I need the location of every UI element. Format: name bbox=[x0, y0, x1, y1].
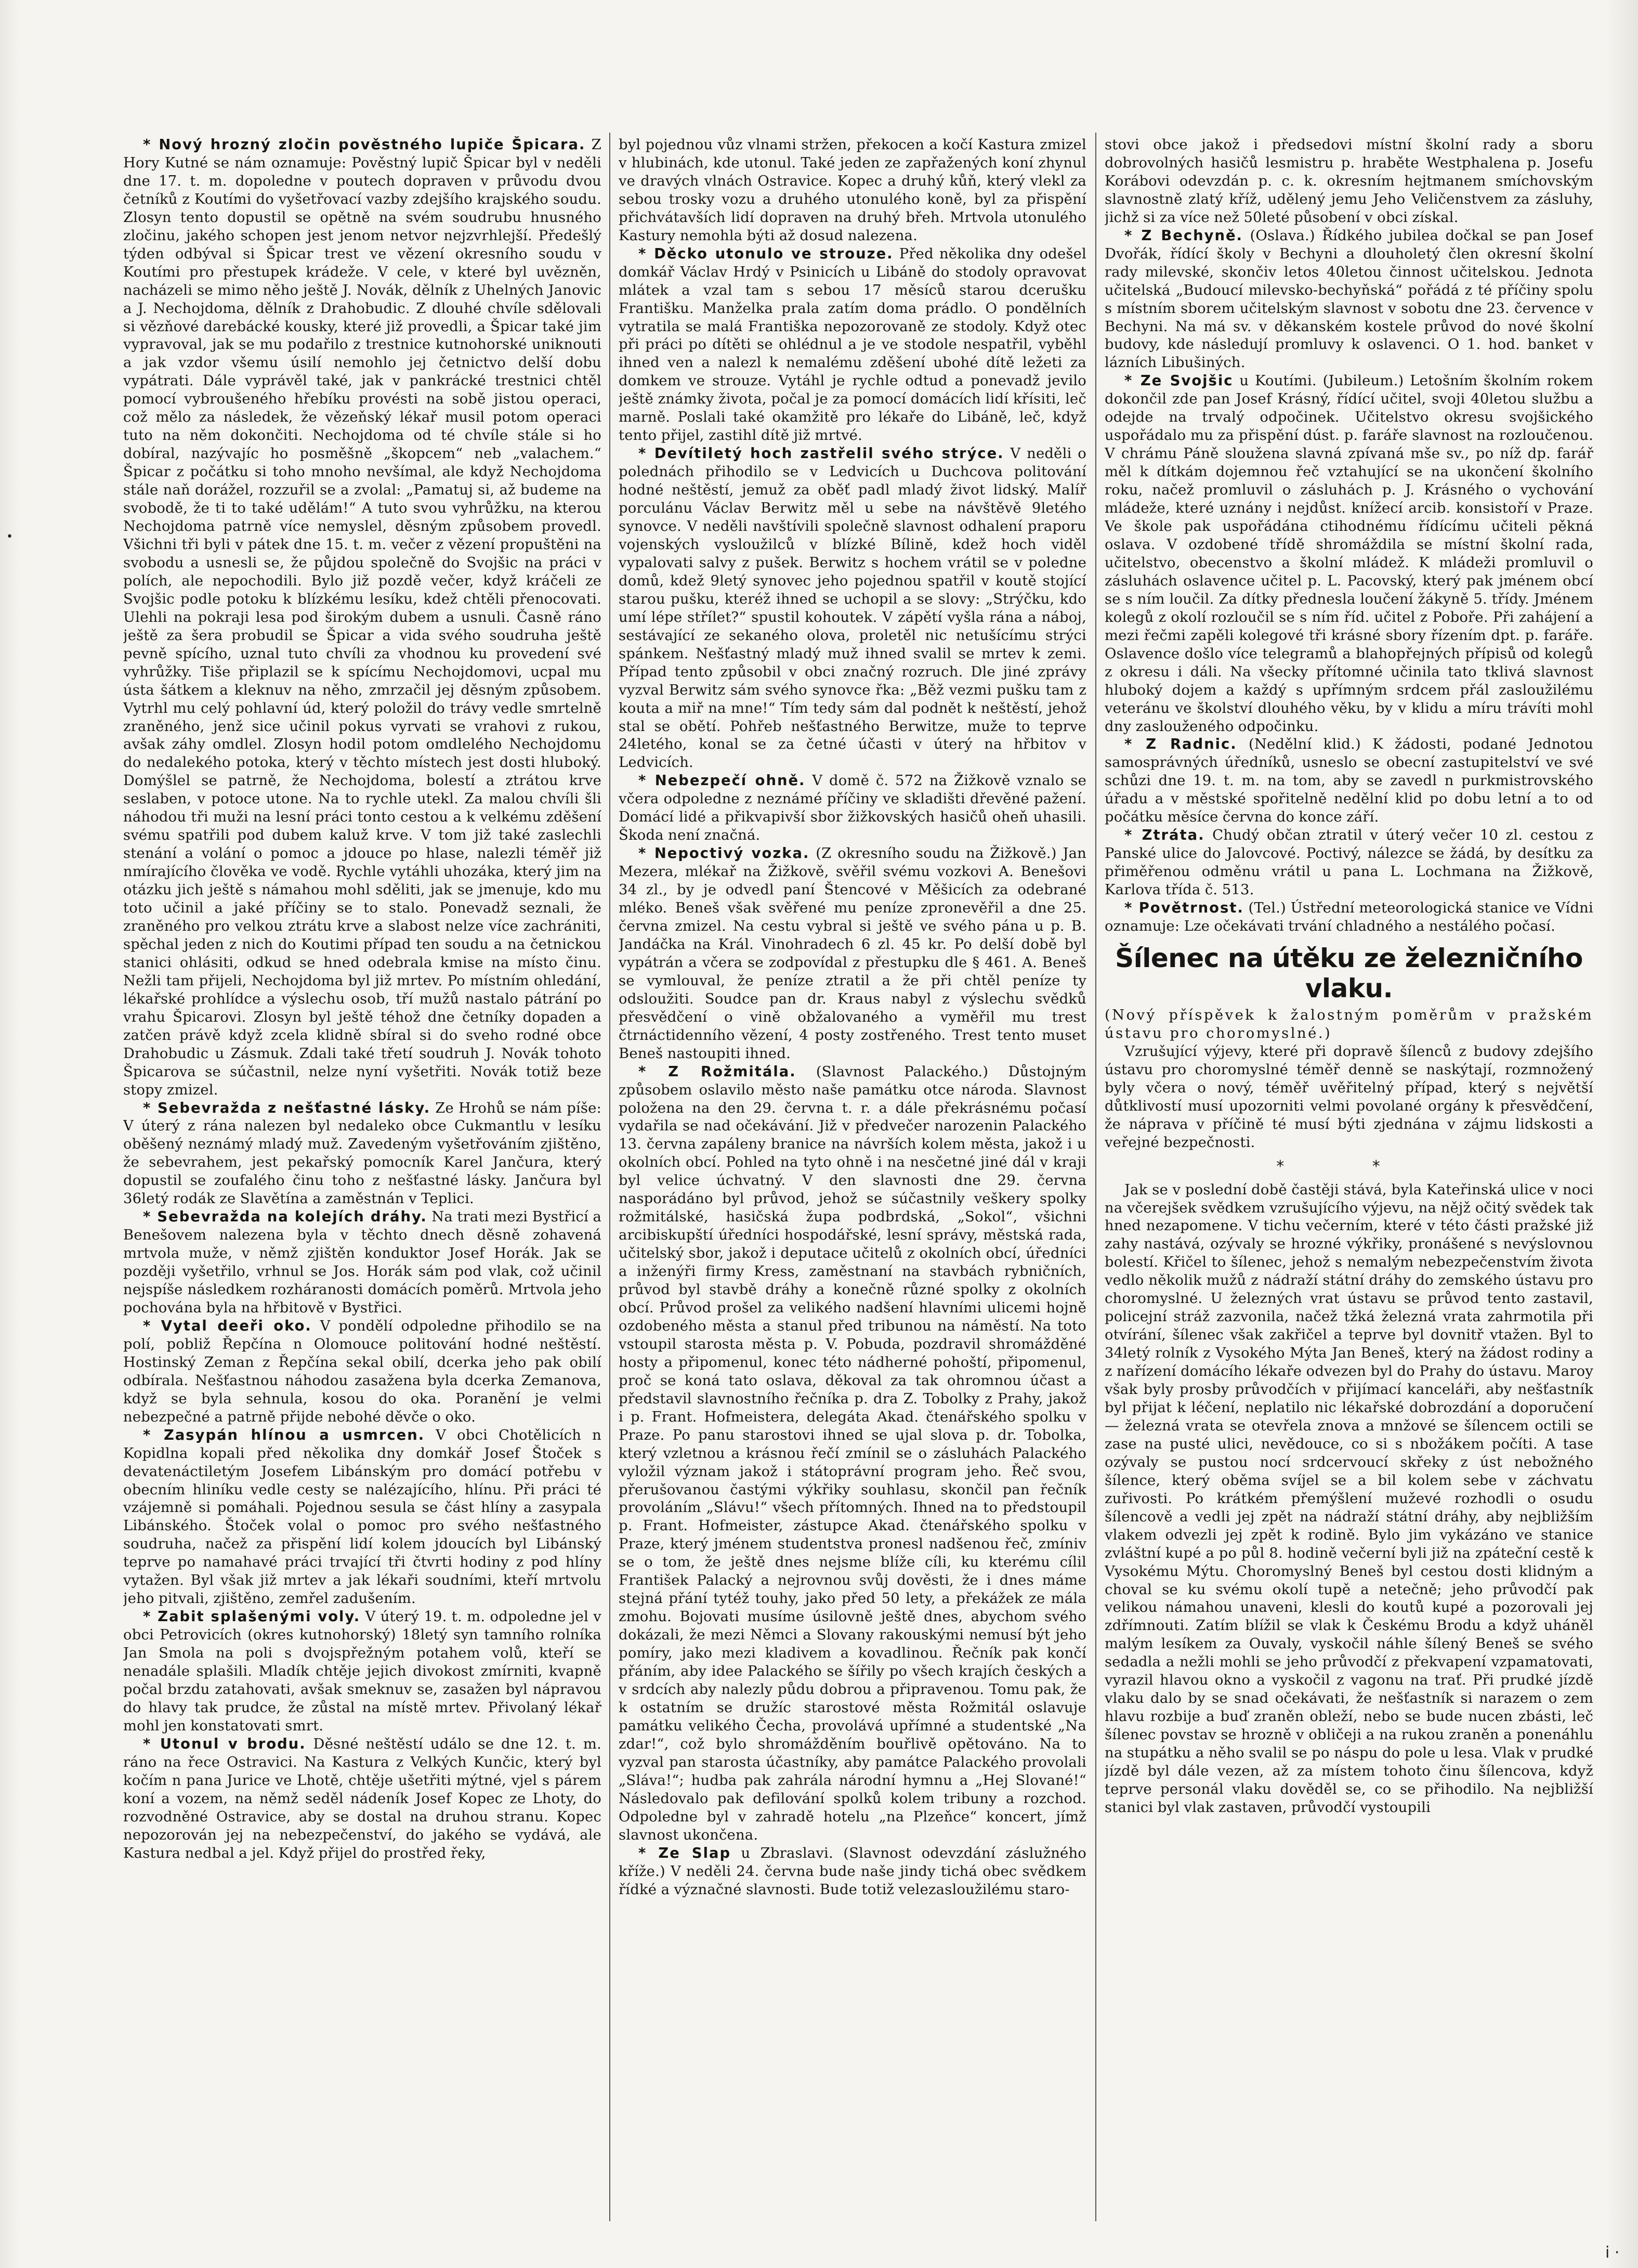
article bbox=[1105, 736, 1593, 827]
margin-mark: i · bbox=[1605, 2244, 1620, 2262]
feature-separator: * * bbox=[1276, 1157, 1422, 1176]
article-headline: * Z Bechyně. bbox=[1124, 227, 1243, 244]
article bbox=[619, 1845, 1086, 1899]
article-headline: * Zasypán hlínou a usmrcen. bbox=[143, 1427, 425, 1443]
feature-body: Jak se v poslední době častěji stává, byla Kateřinská ulice v noci na včerejšek svědkem vzrušujícího výjevu, na nějž očitý svědek tak hned nezapomene. V tichu večerním, které v této části pražské již zahy nastává, ozývaly se hrozné výkřiky, pronášené s nevýslovnou bolestí. Křičel to šílenec, jehož s nemalým nebezpečenstvím života vedlo několik mužů z nádraží státní dráhy do zemského ústavu pro choromyslné. U železných vrat ústavu se průvod tento zastavil, policejní stráž zazvonila, načež tžká železná vrata zahrmotila při otvírání, šílenec však zakřičel a teprve byl dovnitř vtažen. Byl to 34letý rolník z Vysokého Mýta Jan Beneš, který na žádost rodiny a z nařízení domácího lékaře odvezen byl do Prahy do ústavu. Maroy však byly prosby průvodčích v přijímací kanceláři, aby nešťastník byl přijat k léčení, neplatilo nic lékařské dobrozdání a doporučení — železná vrata se otevřela znova a mnžové se šílencem octili se zase na pusté ulici, nevědouce, co si s nbožákem počíti. A tase ozývaly se pustou nocí srdcervoucí skřeky z úst nebožného šílence, který oběma svíjel se a bil kolem sebe v záchvatu zuřivosti. Po krátkém přemýšlení muževé rozhodli o osudu šílencově a vedli jej zpět na nádraží státní dráhy, aby nejbližším vlakem odvezli jej zpět k rodině. Bylo jim vykázáno ve stanice zvláštní kupé a po půl 8. hodině večerní byli již na zpáteční cestě k Vysokému Mýtu. Choromyslný Beneš byl cestou dosti klidným a choval se ku svému okolí tupě a netečně; jeho průvodčí pak velikou námahou unaveni, klesli do koutů kupé a pozorovali jej zdřímnouti. Zatím blížil se vlak k Českému Brodu a když uháněl malým lesíkem za Ouvaly, vyskočil náhle šílený Beneš se svého sedadla a nežli mohli se jeho průvodčí z překvapení vzpamatovati, vyrazil hlavou okno a vyskočil z vagonu na trať. Při prudké jízdě vlaku dalo by se snad očekávati, že nešťastník si narazem o zem hlavu rozbije a buď zraněn obleží, nebo se bude nucen zbásti, leč šílenec povstav se hrozně v obličeji a na rukou zraněn a ponenáhlu na stupátku a něho svalil se po náspu do pole u lesa. Vlak v prudké jízdě byl dále vezen, až za místem tohoto činu šílencova, když teprve personál vlaku dověděl se, co se přihodilo. Na nejbližší stanici byl vlak zastaven, průvodčí vystoupili bbox=[1105, 1181, 1593, 1816]
article-headline: * Ztráta. bbox=[1124, 827, 1205, 844]
article-headline: * Utonul v brodu. bbox=[143, 1736, 306, 1752]
feature-lead: Vzrušující výjevy, které při dopravě šílenců z budovy zdejšího ústavu pro choromyslné téměř denně se naskýtají, rozmnožený byly včera o nový, téměř uvěřitelný případ, který s největší důtklivostí musí upozorniti velmi povolané orgány k přesvědčení, že náprava v příčině té musí býti zjednána v zájmu lidskosti a veřejné bezpečnosti. bbox=[1105, 1043, 1593, 1151]
article-body: Děsné neštěstí událo se dne 12. t. m. ráno na řece Ostravici. Na Kastura z Velkých Kunčic, který byl kočím n pana Jurice ve Lhotě, chtěje ušetřiti mýtné, vjel s párem koní a vozem, na němž seděl nádeník Josef Kopec ze Lhoty, do rozvodněné Ostravice, aby se dostal na druhou stranu. Kopec nepozorován jej na nebezpečenství, do jakého se vydává, ale Kastura nedbal a jel. Když přijel do prostřed řeky, bbox=[123, 1736, 601, 1861]
article bbox=[619, 136, 1086, 245]
article bbox=[1105, 227, 1593, 373]
article-body: V domě č. 572 na Žižkově vznalo se včera odpoledne z neznámé příčiny ve skladišti dřevěné pažení. Domácí lidé a přikvapivší sbor žižkovských hasičů oheň uhasili. Škoda není značná. bbox=[619, 773, 1086, 844]
article-body: (Tel.) Ústřední meteorologická stanice ve Vídni oznamuje: Lze očekávati trvání chladného a nestálého počasí. bbox=[1105, 900, 1593, 934]
article bbox=[123, 1318, 601, 1427]
article-headline: * Z Radnic. bbox=[1124, 736, 1237, 753]
column-3-articles bbox=[1105, 136, 1593, 936]
article-body: (Oslava.) Řídkého jubilea dočkal se pan Josef Dvořák, řídící školy v Bechyni a dlouholetý člen okresní školní rady milevské, skončiv letos 40letou činnost učitelskou. Jednota učitelská „Budoucí milevsko-bechyňská“ pořádá z té příčiny spolu s místním sborem učitelským slavnost v sobotu dne 23. července v Bechyni. Na má sv. v děkanském kostele průvod do nové školní budovy, kde následují promluvy k oslavenci. O 1. hod. banket v lázních Libušiných. bbox=[1105, 227, 1593, 371]
article bbox=[619, 245, 1086, 445]
article-headline: * Ze Svojšic bbox=[1124, 373, 1234, 389]
article-headline: * Sebevražda na kolejích dráhy. bbox=[143, 1209, 427, 1226]
article bbox=[123, 1100, 601, 1209]
article bbox=[123, 1736, 601, 1863]
column-3 bbox=[1105, 136, 1593, 2219]
article-headline: * Devítiletý hoch zastřelil svého strýce. bbox=[638, 446, 1004, 462]
article-body: stovi obce jakož i předsedovi místní školní rady a sboru dobrovolných hasičů lesmistru p. hraběte Westphalena p. Josefu Korábovi odevzdán p. c. k. okresním hejtmanem smíchovským slavnostně zlatý kříž, udělený jemu Jeho Veličenstvem za zásluhy, jichž si za více než 50leté působení v obci získal. bbox=[1105, 137, 1593, 226]
article bbox=[1105, 900, 1593, 936]
article-headline: * Povětrnost. bbox=[1124, 900, 1244, 917]
article-headline: * Nepoctivý vozka. bbox=[638, 845, 810, 862]
article bbox=[619, 772, 1086, 845]
article-body: V úterý 19. t. m. odpoledne jel v obci Petrovicích (okres kutnohorský) 18letý syn tamního rolníka Jan Smola na poli s dvojspřežným potahem volů, kteří se nenadále splašili. Mladík chtěje jejich divokost zmírniti, kvapně počal brzdu zatahovati, avšak smeknuv se, zasažen byl nápravou do hlavy tak prudce, že zůstal na místě mrtev. Přivolaný lékař mohl jen konstatovati smrt. bbox=[123, 1609, 601, 1734]
article-headline: * Nebezpečí ohně. bbox=[638, 773, 806, 789]
article bbox=[619, 845, 1086, 1063]
article-headline: * Sebevražda z nešťastné lásky. bbox=[143, 1100, 431, 1116]
article-body: u Koutími. (Jubileum.) Letošním školním rokem dokončil zde pan Josef Krásný, řídící učitel, svoji 40letou službu a odejde na trvalý odpočinek. Učitelstvo okresu svojšického uspořádalo mu za přispění dúst. p. faráře slavnost na rozloučenou. V chrámu Páně sloužena slavná zpívaná mše sv., po níž dp. farář měl k dítkám dojemnou řeč vztahující se na ukončení školního roku, načež promluvil o zásluhách p. J. Krásného o vychování mládeže, které uznány i nejdůst. knížecí arcib. konsistoří v Praze. Ve škole pak uspořádána ctihodnému řídícímu učiteli pěkná oslava. V ozdobené třídě shromáždila se místní školní rada, učitelstvo, obecenstvo a školní mládež. K mládeži promluvil o zásluhách oslavence učitel p. L. Pacovský, který pak jménem obcí se s ním loučil. Za dítky přednesla loučení žákyně 5. třídy. Jménem kolegů z okolí rozloučil se s ním říd. učitel z Poboře. Při zahájení a mezi řečmi zapěli kolegové tři krásné sbory řízením dpt. p. faráře. Oslavence došlo více telegramů a blahopřejných přípisů od kolegů z okresu i dáli. Na všecky přítomné učinila tato tklivá slavnost hluboký dojem a každý s upřímným srdcem přál zasloužilému veteránu ve školství dlouhého věku, by v klidu a míru trávíti mohl dny zaslouženého odpočinku. bbox=[1105, 373, 1593, 735]
article-body: Chudý občan ztratil v úterý večer 10 zl. cestou z Panské ulice do Jalovcové. Poctivý, nálezce se žádá, by desítku za přiměřenou odměnu vrátil u pana L. Lochmana na Žižkově, Karlova třída č. 513. bbox=[1105, 827, 1593, 898]
article-headline: * Ze Slap bbox=[638, 1845, 731, 1861]
column-1 bbox=[123, 136, 601, 2219]
column-rule-2 bbox=[1095, 133, 1096, 2221]
article-body: V neděli o polednách přihodilo se v Ledvicích u Duchcova politování hodné neštěstí, jemuž za oběť padl mladý život lidský. Malíř porculánu Václav Berwitz měl u sebe na návštěvě 9letého synovce. V neděli navštívili společně slavnost odhalení praporu vojenských vysloužilců v blízké Bílině, kdež hoch viděl vypalovati salvy z pušek. Berwitz s hochem vrátil se v poledne domů, kdež 9letý synovec jeho pojednou spatřil v koutě stojící starou pušku, kteréž ihned se uchopil a se slovy: „Strýčku, kdo umí lépe střílet?“ spustil kohoutek. V zápětí vyšla rána a náboj, sestávající ze sekaného olova, proletěl nic netušícímu strýci spánkem. Nešťastný mladý muž ihned svalil se mrtev k zemi. Případ tento způsobil v obci značný rozruch. Dle jiné zprávy vyzval Berwitz sám svého synovce řka: „Běž vezmi pušku tam z kouta a miř na mne!“ Tím tedy sám dal podnět k neštěstí, jehož stal se obětí. Pohřeb nešťastného Berwitze, muže to teprve 24letého, konal se za četné účasti v úterý na hřbitov v Ledvicích. bbox=[619, 446, 1086, 771]
article-body: V pondělí odpoledne přihodilo se na polí, pobliž Řepčína n Olomouce politování hodné neštěstí. Hostinský Zeman z Řepčína sekal obilí, dcerka jeho pak obilí odbírala. Nešťastnou náhodou zasažena byla dcerka Zemanova, když se byla sehnula, kosou do oka. Poranění je velmi nebezpečné a patrně přijde nebohé děvče o oko. bbox=[123, 1318, 601, 1425]
article-headline: * Vytal deeři oko. bbox=[143, 1318, 312, 1334]
article bbox=[619, 445, 1086, 772]
margin-dot: • bbox=[6, 530, 13, 543]
article-headline: * Děcko utonulo ve strouze. bbox=[638, 245, 894, 262]
article-body: (Z okresního soudu na Žižkově.) Jan Mezera, mlékař na Žižkově, svěřil svému vozkovi A. Benešovi 34 zl., by je odvedl paní Štencové v Měšicích za odebrané mléko. Beneš však svěřené mu peníze zpronevěřil a dne 25. června zmizel. Na cestu vybral si ještě ve svého pána u p. B. Jandáčka na Král. Vinohradech 6 zl. 45 kr. Po delší době byl vypátrán a včera se zodpovídal z přestupku dle § 461. A. Beneš se vymlouval, že peníze ztratil a že při chtěl peníze ty odsloužiti. Soudce pan dr. Kraus nabyl z výslechu svědků přesvědčení o vině obžalovaného a vyměřil mu trest čtrnáctidenního vězení, 4 posty zostřeného. Trest tento muset Beneš nastoupiti ihned. bbox=[619, 845, 1086, 1062]
column-2 bbox=[619, 136, 1086, 2219]
article-headline: * Zabit splašenými voly. bbox=[143, 1609, 361, 1625]
article-body: Na trati mezi Bystřicí a Benešovem nalezena byla v těchto dnech děsně zohavená mrtvola muže, v němž zjištěn konduktor Josef Horák. Jak se později vyšetřilo, vrhnul se Jos. Horák sám pod vlak, což učinil nejspíše následkem rozháranosti domácích poměrů. Mrtvola jeho pochována byla na hřbitově v Bystřici. bbox=[123, 1209, 601, 1316]
article bbox=[123, 1208, 601, 1318]
feature-title: Šílenec na útěku ze železničního vlaku. bbox=[1115, 943, 1583, 1003]
article-body: Ze Hrohů se nám píše: V úterý z rána nalezen byl nedaleko obce Cukmantlu v lesíku oběšený neznámý mladý muž. Zavedeným vyšetřováním zjištěno, že sebevrahem, jest pekařský pomocník Karel Jančura, který dopustil se zoufalého činu toho z nešťastné lásky. Jančura byl 36letý rodák ze Slavětína a zaměstnán v Teplici. bbox=[123, 1100, 601, 1207]
article-headline: * Nový hrozný zločin pověstného lupiče Špicara. bbox=[143, 137, 586, 153]
article-body: (Nedělní klid.) K žádosti, podané Jednotou samosprávných úředníků, usneslo se obecní zastupitelství ve své schůzi dne 19. t. m. na tom, aby se zavedl n purkmistrovského úřadu a v městské spořitelně nedělní klid po dobu letní a to od počátku měsíce června do konce září. bbox=[1105, 736, 1593, 826]
article-body: u Zbraslavi. (Slavnost odevzdání záslužného kříže.) V neděli 24. června bude naše jindy tichá obec svědkem řídké a význačné slavnosti. Bude totiž velezasloužilému staro- bbox=[619, 1845, 1086, 1898]
article-body: Z Hory Kutné se nám oznamuje: Pověstný lupič Špicar byl v neděli dne 17. t. m. dopoledne v poutech dopraven v průvodu dvou četníků z Koutími do vyšetřovací vazby zdejšího krajského soudu. Zlosyn tento dopustil se opětně na svém soudrubu hnusného zločinu, jakého schopen jest jenom netvor nejzvrhlejší. Předešlý týden odbýval si Špicar trest ve vězení okresního soudu v Koutími pro přestupek krádeže. V cele, v které byl uvězněn, nacházeli se mimo něho ještě J. Novák, dělník z Uhelných Janovic a J. Nechojdoma, dělník z Drahobudic. Z dlouhé chvíle sdělovali si vězňové darebácké kousky, které již provedli, a Špicar také jim vypravoval, jak se mu podařilo z trestnice kutnohorské uniknouti a jak vzdor všemu úsilí nemohlo jej četnictvo delší dobu vypátrati. Dále vyprávěl také, jak v pankrácké trestnici chtěl pomocí vybroušeného hřebíku provésti na sobě jistou operaci, což mělo za následek, že vězeňský lékař musil potom operaci tuto na něm dokončiti. Nechojdoma od té chvíle stále si ho dobíral, nazývajíc ho posměšně „škopcem“ neb „valachem.“ Špicar z počátku si toho mnoho nevšímal, ale když Nechojdoma stále naň dorážel, rozzuřil se a zvolal: „Pamatuj si, až budeme na svobodě, že ti to také udělám!“ A tuto svou vyhrůžku, na kterou Nechojdoma patrně více nemyslel, děsným způsobem provedl. Všichni tři byli v pátek dne 15. t. m. večer z vězení propuštěni na svobodu a usnesli se, že půjdou společně do Svojšic na práci v polích, ale nepochodili. Bylo již pozdě večer, když kráčeli ze Svojšic podle potoku k blízkému lesíku, kdež chtěli přenocovati. Ulehli na pokraji lesa pod širokým dubem a usnuli. Časně ráno ještě za šera probudil se Špicar a vida svého soudruha ještě pevně spícího, uznal tuto chvíli za vhodnou ku provedení své vyhrůžky. Tiše připlazil se k spícímu Nechojdomovi, ucpal mu ústa šátkem a kleknuv na něho, zmrzačil jej děsným způsobem. Vytrhl mu celý pohlavní úd, který položil do trávy vedle smrtelně zraněného, jenž sice učinil pokus vyrvati se vrahovi z rukou, avšak záhy omdlel. Zlosyn hodil potom omdlelého Nechojdomu do nedalekého potoka, který v těchto místech jest dosti hluboký. Domýšlel se patrně, že Nechojdoma, bolestí a ztrátou krve seslaben, v potoce utone. Na to rychle utekl. Za malou chvíli šli náhodou tři muži na lesní práci tonto cestou a k velkému zděšení svému spatřili pod dubem kaluž krve. V tom již také zaslechli stenání a volání o pomoc a jdouce po hlase, nalezli téměř již nmírajícího člověka ve vodě. Rychle vytáhli uhozáka, který jim na otázku jich ještě s námahou mohl sděliti, jak se jmenuje, kdo mu toto učinil a jaké příčiny se to stalo. Ponevadž seznali, že zraněného pro velkou ztrátu krve a slabost nelze více zachrániti, spěchal jeden z nich do Koutimi případ ten soudu a na četnickou stanici ohlásiti, odkud se hned odebrala kmise na místo činu. Nežli tam přijeli, Nechojdoma byl již mrtev. Po místním ohledání, lékařské prohlídce a výslechu osob, tří mužů nastalo pátrání po vrahu Špicarovi. Zlosyn byl ještě téhož dne četníky dopaden a zatčen právě když zcela klidně sbíral si do sveho rodné obce Drahobudic u Zásmuk. Zdali také třetí soudruh J. Novák tohoto Špicarova se súčastnil, nelze nyní vyšetřiti. Novák totiž beze stopy zmizel. bbox=[123, 137, 601, 1098]
article-body: byl pojednou vůz vlnami stržen, překocen a kočí Kastura zmizel v hlubinách, kde utonul. Také jeden ze zapřažených koní zhynul ve dravých vlnách Ostravice. Kopec a druhý kůň, který vlekl za sebou trosky vozu a druhého utonulého koně, byl za přispění přichvátavších lidí dopraven na druhý břeh. Mrtvola utonulého Kastury nemohla býti až dosud nalezena. bbox=[619, 137, 1086, 244]
article bbox=[123, 1427, 601, 1609]
article-body: V obci Chotělicích n Kopidlna kopali před několika dny domkář Josef Štoček s devatenáctiletým Josefem Libánským pro domácí potřebu v obecním hliníku vedle cesty se nalézajícího, hlínu. Při práci té vzájemně si pomáhali. Pojednou sesula se část hlíny a zasypala Libánského. Štoček volal o pomoc pro svého nešťastného soudruha, načež za přispění lidí kolem jdoucích byl Libánský teprve po namahavé práci trvající tři čtvrti hodiny z pod hlíny vytažen. Byl však již mrtev a jak lékaři soudními, kteří mrtvolu jeho pitvali, zjištěno, zemřel zadušením. bbox=[123, 1427, 601, 1607]
article bbox=[123, 136, 601, 1100]
article bbox=[123, 1608, 601, 1736]
article-body: Před několika dny odešel domkář Václav Hrdý v Psinicích u Libáně do stodoly opravovat mlátek a vzal tam s sebou 17 měsíců starou dcerušku Františku. Manželka prala zatím doma prádlo. O pondělních vytratila se malá Františka nepozorovaně ze stodoly. Když otec při práci po dítěti se ohlédnul a je ve stodole nespatřil, vyběhl ihned ven a nalezl k nemalému zděšení ubohé dítě ležeti za domkem ve strouze. Vytáhl je rychle odtud a ponevadž jevilo ještě známky života, počal je za pomocí domácích lidí křísiti, leč marně. Poslali také okamžitě pro lékaře do Libáně, leč, když tento přijel, zastihl dítě již mrtvé. bbox=[619, 245, 1086, 444]
feature-subtitle: (Nový příspěvek k žalostným poměrům v pražském ústavu pro choromyslné.) bbox=[1105, 1007, 1593, 1041]
article-headline: * Z Rožmitála. bbox=[638, 1063, 796, 1080]
article bbox=[1105, 372, 1593, 736]
article bbox=[1105, 136, 1593, 227]
column-rule-1 bbox=[609, 133, 610, 2221]
article bbox=[1105, 827, 1593, 900]
article bbox=[619, 1063, 1086, 1845]
article-body: (Slavnost Palackého.) Důstojným způsobem oslavilo město naše památku otce národa. Slavnost položena na den 29. června t. r. a dále překrásnému počasí vydařila se nad očekávání. Již v předvečer narozenin Palackého 13. června zapáleny branice na návrších kolem města, jakož i u okolních obcí. Pohled na tyto ohně i na nesčetné jiné dál v kraji byl velice úchvatný. V den slavnosti dne 29. června nasporádáno byl průvod, jehož se súčastnily veškery spolky rožmitálské, hasičská župa podbrdská, „Sokol“, všichni arcibiskupští úředníci hospodářské, lesní správy, městská rada, učitelský sbor, jakož i deputace učitelů z okolních obcí, úředníci a inženýři firmy Kress, zaměstnaní na stavbách rybničních, průvod byl stavbě dráhy a konečně různé spolky z okolních obcí. Průvod prošel za velikého nadšení hlavními ulicemi hojně ozdobeného města a stanul před tribunou na náměstí. Na toto vstoupil starosta města p. V. Pobuda, pozdravil shromážděné hosty a připomenul, konec této nádherné pohoští, připomenul, proč se koná tato oslava, děkoval za tak ohromnou účast a představil slavnostního řečníka p. dra Z. Tobolky z Prahy, jakož i p. Frant. Hofmeistera, delegáta Akad. čtenářského spolku v Praze. Po panu starostovi ihned se ujal slova p. dr. Tobolka, který vzletnou a krásnou řečí zmínil se o zásluhách Palackého vyložil význam jakož i státoprávní program jeho. Řeč svou, přerušovanou častými výkřiky souhlasu, skončil pan řečník provoláním „Slávu!“ všech přítomných. Ihned na to předstoupil p. Frant. Hofmeister, zástupce Akad. čtenářského spolku v Praze, který jménem studentstva pronesl nadšenou řeč, zmíniv se o tom, že ještě dnes nejsme blíže cíli, ku kterému cílil František Palacký a nejrovnou svůj dověsti, že i dnes máme stejná přání tytéž touhy, jako před 50 lety, a překážek ze mála zmohu. Bojovati musíme úsilovně ještě dnes, abychom svého dokázali, že mezi Němci a Slovany rakouskými nemusí být jeho pomíry, jako mezi kladivem a kovadlinou. Řečník pak končí přáním, aby idee Palackého se šířily po všech krajích českých a v srdcích aby nalezly půdu dobrou a připravenou. Tomu pak, že k ostatním se družíc starostové města Rožmitál oslavuje památku velikého Čecha, provolává upřímné a studentské „Na zdar!“, což bylo shromážděním bouřlivě opětováno. Na to vyzval pan starosta účastníky, aby památce Palackého provolali „Sláva!“; hudba pak zahrála národní hymnu a „Hej Slované!“ Následovalo pak defilování spolků kolem tribuny a rozchod. Odpoledne byl v zahradě hotelu „na Plzeňce“ koncert, jímž slavnost ukončena. bbox=[619, 1063, 1086, 1843]
